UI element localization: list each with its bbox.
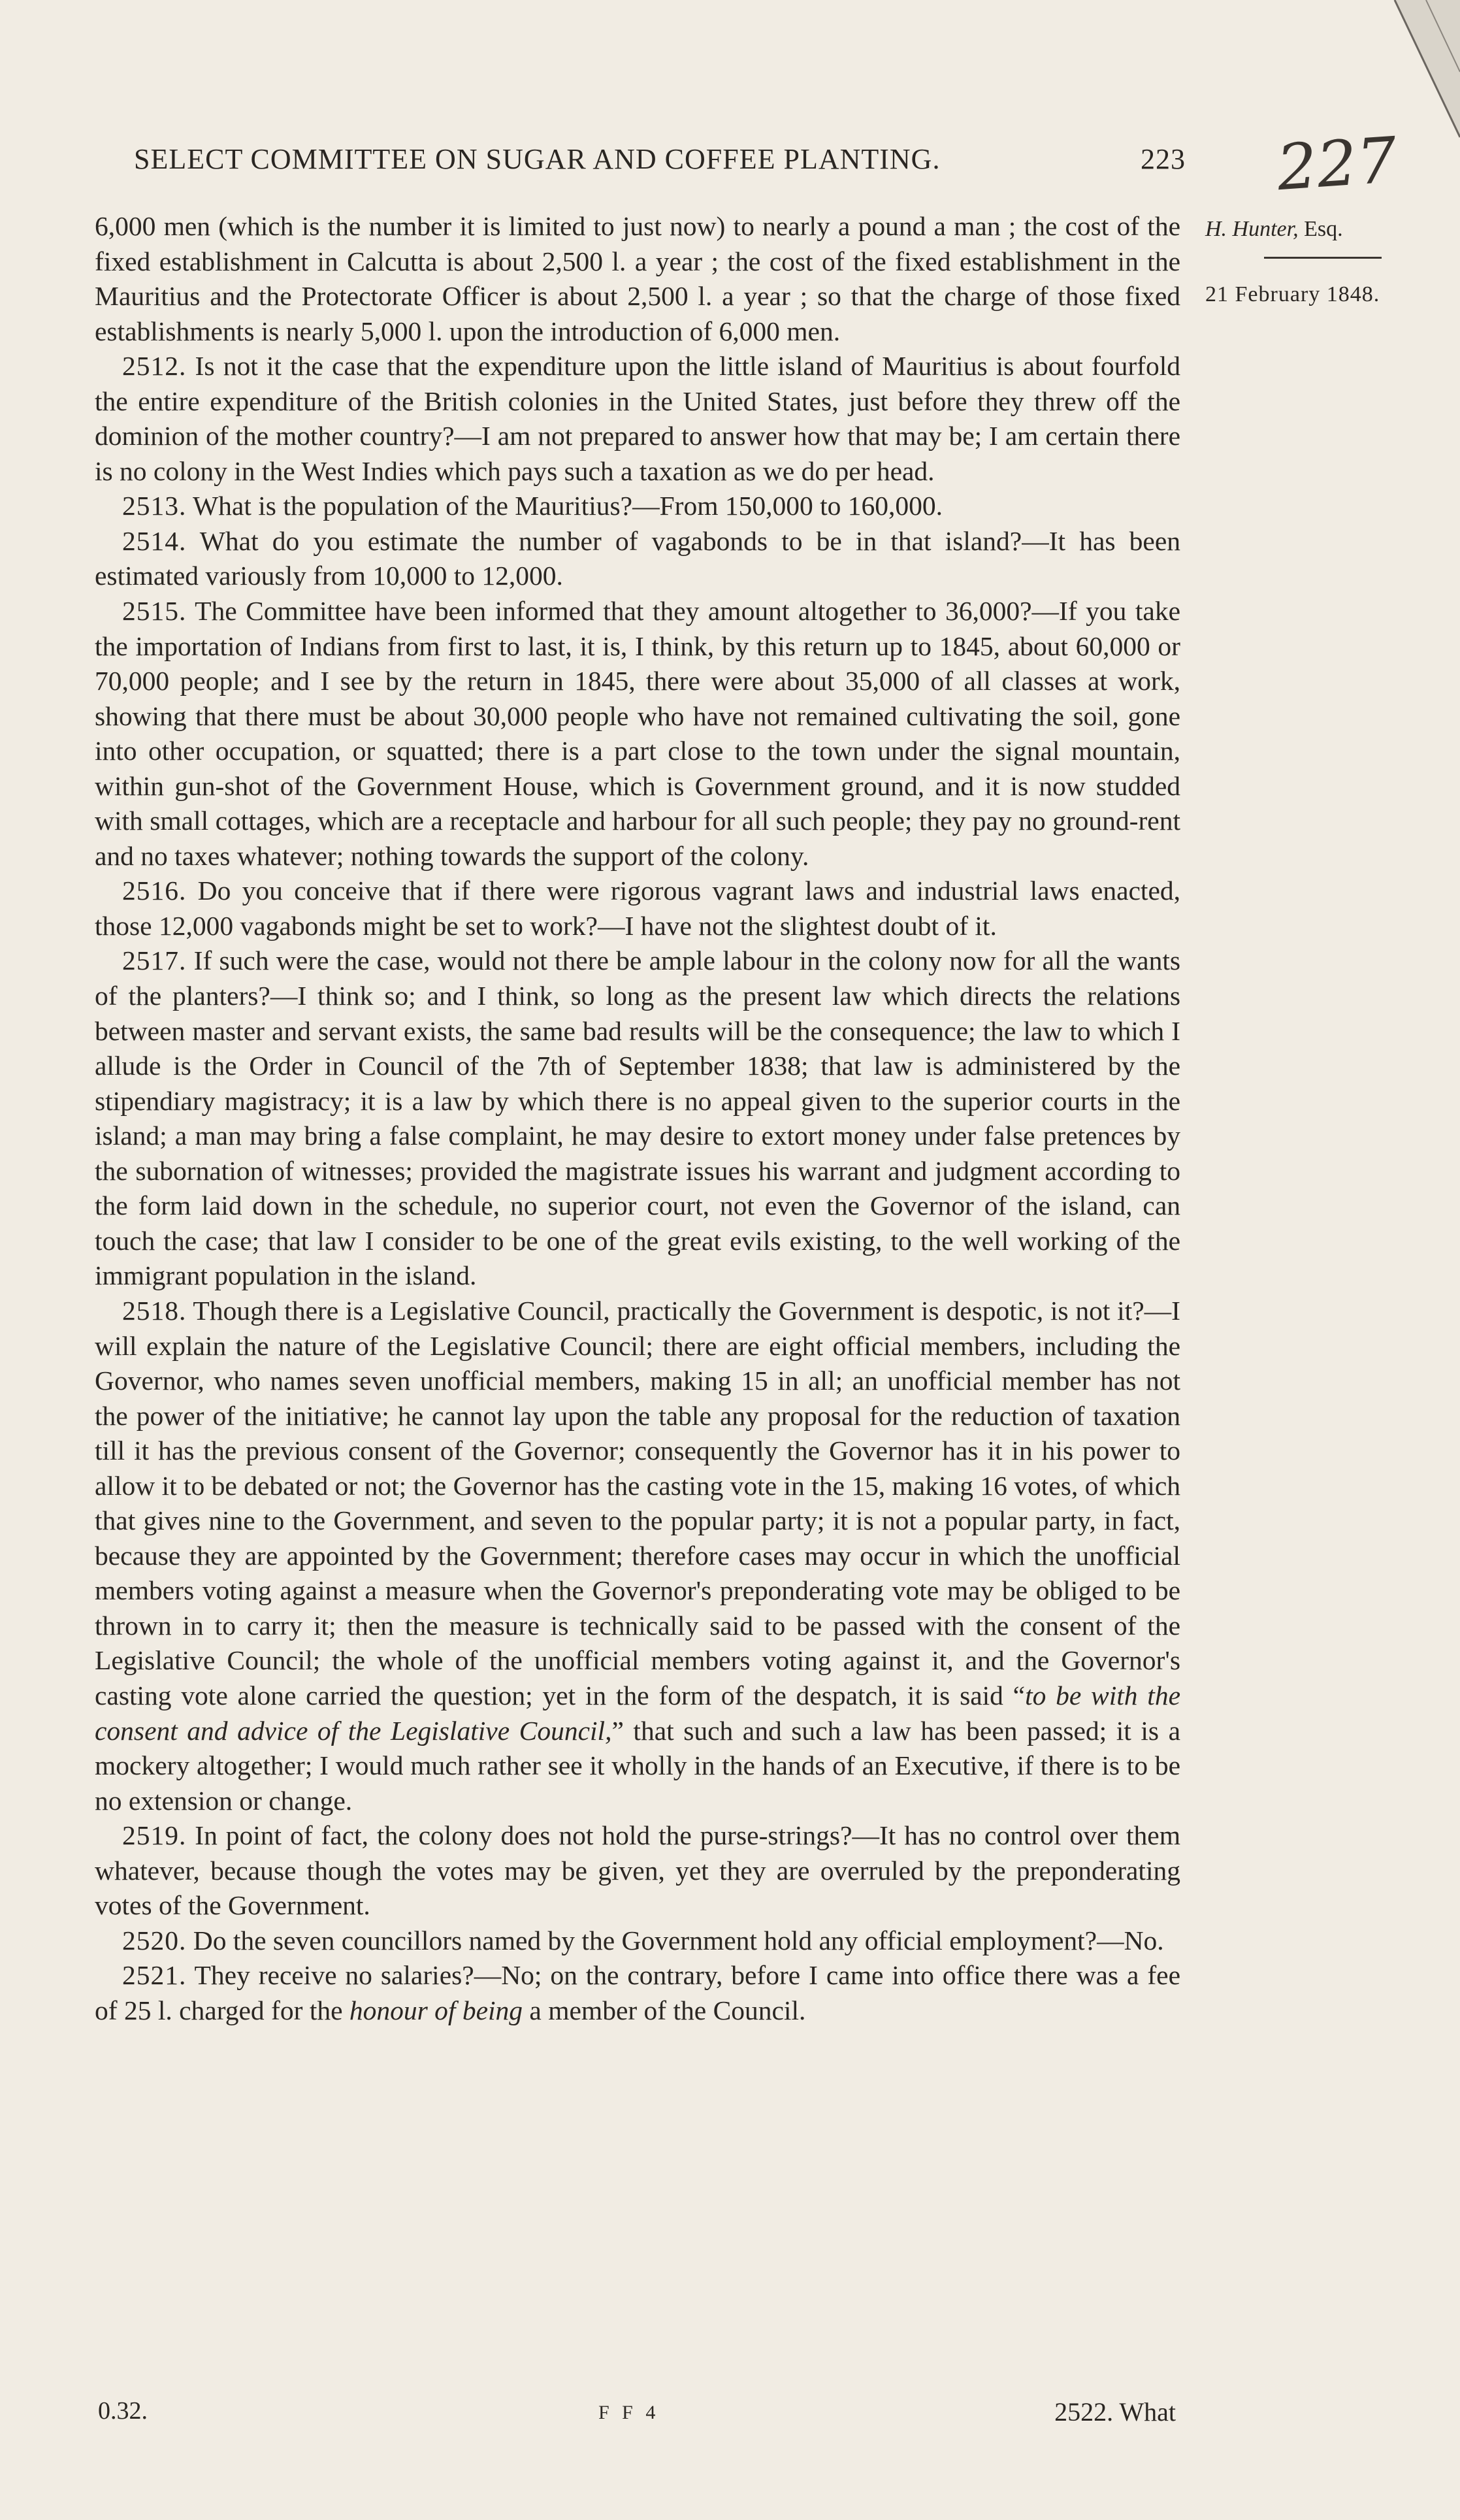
paragraph-2518 bbox=[95, 1294, 1180, 1818]
testimony-body bbox=[95, 209, 1180, 2028]
question-number: 2513. bbox=[122, 491, 187, 521]
paragraph-text: If such were the case, would not there be ample labour in the colony now for all the wants of the planters?—I think so; and I think, so long as the present law which directs the relations between master and servant exists, the same bad results will be the consequence; the law to which I allude is the Order in Council of the 7th of September 1838; that law is administered by the stipendiary magistracy; it is a law by which there is no appeal given to the superior courts in the island; a man may bring a false complaint, he may desire to extort money under false pretences by the subornation of witnesses; provided the magistrate issues his warrant and judgment according to the form laid down in the schedule, no superior court, not even the Governor of the island, can touch the case; that law I consider to be one of the great evils existing, to the well working of the immigrant population in the island. bbox=[95, 945, 1180, 1291]
paragraph-2513 bbox=[95, 489, 1180, 524]
paragraph-2512 bbox=[95, 349, 1180, 489]
paragraph-text: In point of fact, the colony does not hold the purse-strings?—It has no control over them whatever, because though the votes may be given, yet they are overruled by the preponderating votes of the Government. bbox=[95, 1820, 1180, 1921]
paragraph-text: They receive no salaries?—No; on the contrary, before I came into office there was a fee of 25 l. charged for the bbox=[95, 1960, 1180, 2025]
margin-witness-name bbox=[1205, 217, 1421, 242]
margin-date: 21 February 1848. bbox=[1205, 282, 1380, 306]
paragraph-text: Do you conceive that if there were rigorous vagrant laws and industrial laws enacted, those 12,000 vagabonds might be set to work?—I have not the slightest doubt of it. bbox=[95, 875, 1180, 941]
page-corner-fold bbox=[1369, 0, 1460, 144]
paragraph-text: What is the population of the Mauritius?—From 150,000 to 160,000. bbox=[193, 491, 943, 521]
paragraph-text: Though there is a Legislative Council, practically the Government is despotic, is not it?—I will explain the nature of the Legislative Council; there are eight official members, including the Governor, who names seven unofficial members, making 15 in all; an unofficial member has not the power of the initiative; he cannot lay upon the table any proposal for the reduction of taxation till it has the previous consent of the Governor; consequently the Governor has it in his power to allow it to be debated or not; the Governor has the casting vote in the 15, making 16 votes, of which that gives nine to the Government, and seven to the popular party; it is not a popular party, in fact, because they are appointed by the Government; therefore cases may occur in which the unofficial members voting against a measure when the Governor's preponderating vote may be obliged to be thrown in to carry it; then the measure is technically said to be passed with the consent of the Legislative Council; the whole of the unofficial members voting against it, and the Governor's casting vote alone carried the question; yet in the form of the despatch, it is said “ bbox=[95, 1295, 1180, 1710]
paragraph-text: Is not it the case that the expenditure upon the little island of Mauritius is about fourfold the entire expenditure of the British colonies in the United States, just before they threw off the dominion of the mother country?—I am not prepared to answer how that may be; I am certain there is no colony in the West Indies which pays such a taxation as we do per head. bbox=[95, 351, 1180, 486]
question-number: 2515. bbox=[122, 596, 187, 627]
witness-name: H. Hunter, bbox=[1205, 217, 1299, 241]
handwritten-folio-number: 227 bbox=[1274, 123, 1399, 205]
paragraph-text: What do you estimate the number of vagabonds to be in that island?—It has been estimated variously from 10,000 to 12,000. bbox=[95, 525, 1180, 591]
paragraph-text: 6,000 men (which is the number it is limited to just now) to nearly a pound a man ; the cost of the fixed establishment in Calcutta is about 2,500 l. a year ; the cost of the fixed establishment in the Mauritius and the Protectorate Officer is about 2,500 l. a year ; so that the charge of those fixed establishments is nearly 5,000 l. upon the introduction of 6,000 men. bbox=[95, 211, 1180, 346]
italic-phrase: honour of being bbox=[349, 1995, 523, 2025]
paragraph-2515 bbox=[95, 594, 1180, 874]
paragraph-2517 bbox=[95, 943, 1180, 1293]
page-number: 223 bbox=[1141, 143, 1186, 175]
margin-divider bbox=[1264, 257, 1382, 259]
question-number: 2518. bbox=[122, 1295, 187, 1326]
paragraph-2514 bbox=[95, 524, 1180, 594]
paragraph-text-cont: a member of the Council. bbox=[523, 1995, 806, 2025]
catchword: 2522. What bbox=[1054, 2397, 1176, 2427]
paragraph-continuation bbox=[95, 209, 1180, 349]
question-number: 2517. bbox=[122, 945, 187, 976]
printer-signature: F F 4 bbox=[598, 2402, 660, 2423]
question-number: 2512. bbox=[122, 351, 187, 382]
witness-suffix: Esq. bbox=[1304, 217, 1343, 241]
question-number: 2514. bbox=[122, 525, 187, 556]
paragraph-text: Do the seven councillors named by the Government hold any official employment?—No. bbox=[193, 1925, 1164, 1955]
paragraph-2520 bbox=[95, 1923, 1180, 1959]
paragraph-text-cont: ” that such and such a law has been passed; it is a mockery altogether; I would much rather see it wholly in the hands of an Executive, if there is to be no extension or change. bbox=[95, 1715, 1181, 1816]
question-number: 2519. bbox=[122, 1820, 187, 1851]
paper-number: 0.32. bbox=[98, 2397, 148, 2425]
running-title: SELECT COMMITTEE ON SUGAR AND COFFEE PLANTING. bbox=[134, 143, 941, 175]
question-number: 2520. bbox=[122, 1925, 187, 1955]
paragraph-2516 bbox=[95, 874, 1180, 943]
paragraph-2521 bbox=[95, 1958, 1180, 2028]
paragraph-2519 bbox=[95, 1818, 1180, 1923]
question-number: 2521. bbox=[122, 1960, 187, 1991]
paragraph-text: The Committee have been informed that they amount altogether to 36,000?—If you take the importation of Indians from first to last, it is, I think, by this return up to 1845, about 60,000 or 70,000 people; and I see by the return in 1845, there were about 35,000 of all classes at work, showing that there must be about 30,000 people who have not remained cultivating the soil, gone into other occupation, or squatted; there is a part close to the town under the signal mountain, within gun-shot of the Government House, which is Government ground, and it is now studded with small cottages, which are a receptacle and harbour for all such people; they pay no ground-rent and no taxes whatever; nothing towards the support of the colony. bbox=[95, 596, 1180, 871]
quoted-phrase: to be with the consent and advice of the Legislative Council, bbox=[95, 1680, 1180, 1746]
question-number: 2516. bbox=[122, 875, 187, 906]
